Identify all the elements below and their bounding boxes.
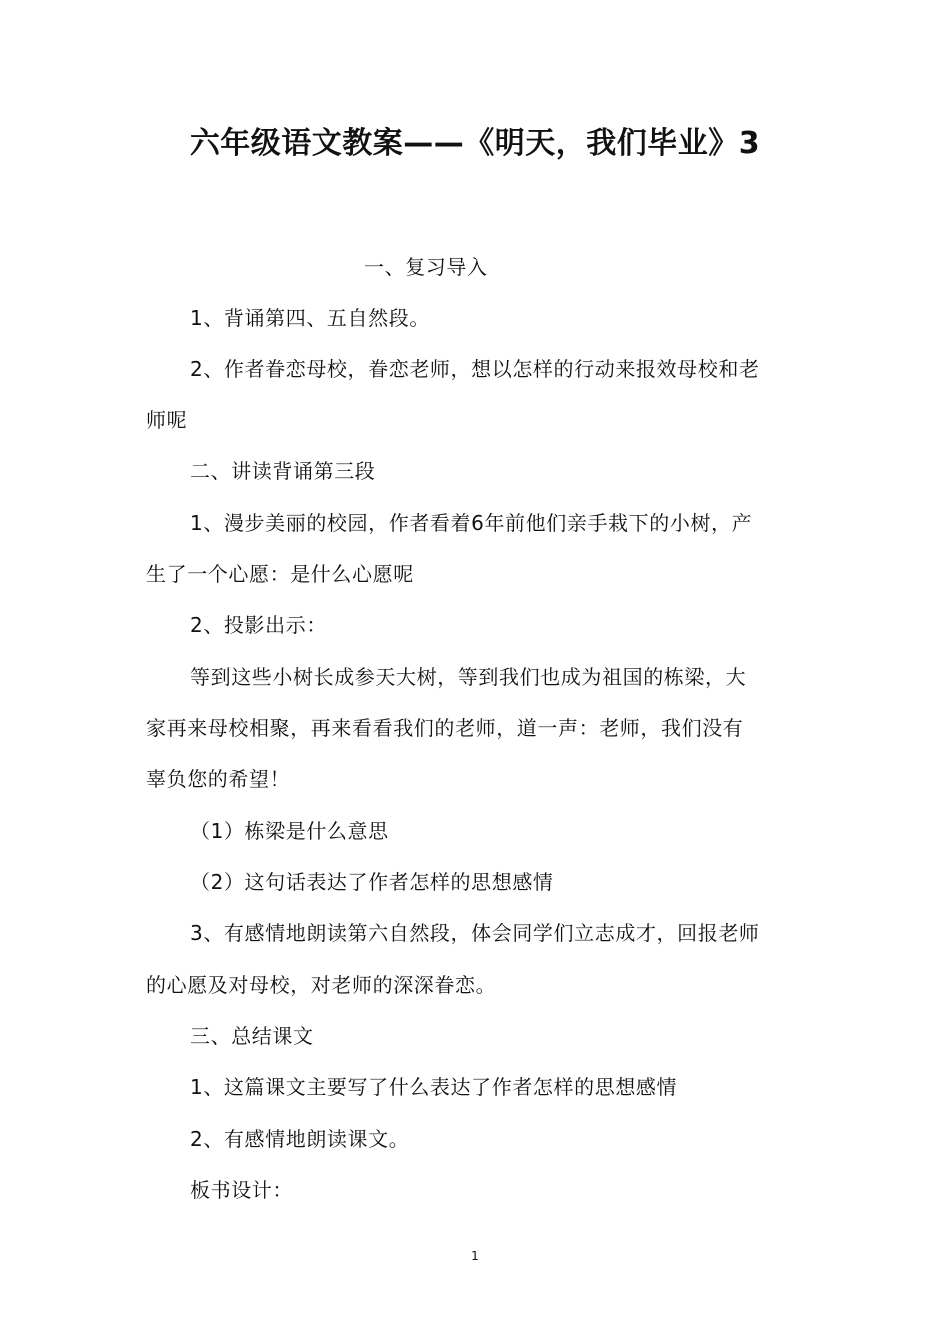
paragraph-line: 2、有感情地朗读课文。 [190,1127,410,1151]
paragraph-line: 1、漫步美丽的校园，作者看着6年前他们亲手栽下的小树，产 [190,511,753,535]
paragraph-line: 1、背诵第四、五自然段。 [190,306,430,330]
section-heading-review: 一、复习导入 [364,255,488,279]
paragraph-line: 1、这篇课文主要写了什么表达了作者怎样的思想感情 [190,1075,678,1099]
question-line: （1）栋梁是什么意思 [190,819,389,843]
paragraph-line: 2、投影出示： [190,613,327,637]
question-line: （2）这句话表达了作者怎样的思想感情 [190,870,554,894]
quote-line: 家再来母校相聚，再来看看我们的老师，道一声：老师，我们没有 [146,716,744,740]
paragraph-line: 的心愿及对母校，对老师的深深眷恋。 [146,973,497,997]
paragraph-line: 3、有感情地朗读第六自然段，体会同学们立志成才，回报老师 [190,921,760,945]
section-heading-summary: 三、总结课文 [190,1024,314,1048]
page-number: 1 [471,1249,479,1263]
paragraph-line: 师呢 [146,408,188,432]
paragraph-line: 生了一个心愿：是什么心愿呢 [146,562,414,586]
quote-line: 等到这些小树长成参天大树，等到我们也成为祖国的栋梁，大 [190,665,747,689]
paragraph-line: 板书设计： [190,1178,293,1202]
section-heading-reading: 二、讲读背诵第三段 [190,459,376,483]
quote-line: 辜负您的希望！ [146,767,291,791]
paragraph-line: 2、作者眷恋母校，眷恋老师，想以怎样的行动来报效母校和老 [190,357,760,381]
document-title: 六年级语文教案——《明天，我们毕业》3 [189,126,761,161]
